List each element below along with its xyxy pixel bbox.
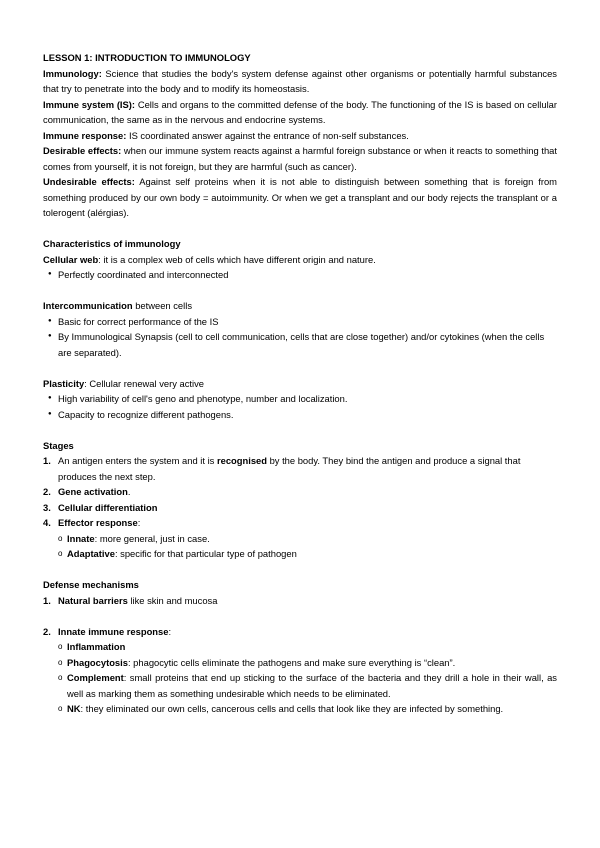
defense-item-2: 2. Innate immune response: xyxy=(43,625,172,637)
document-content xyxy=(43,50,557,717)
list-item: o Phagocytosis: phagocytic cells eliminate the pathogens and make sure everything is “clean”. xyxy=(58,655,557,671)
intercommunication-bullets xyxy=(43,314,557,361)
list-item: o Inflammation xyxy=(58,639,557,655)
definition-desirable-effects: Desirable effects: when our immune system reacts against a harmful foreign substance or when it reacts to something that comes from yourself, it is not foreign, but they are harmful (such as cancer). xyxy=(43,145,557,172)
list-item: ● Perfectly coordinated and interconnected xyxy=(43,267,557,283)
plasticity-bullets xyxy=(43,391,557,422)
lesson-title: LESSON 1: INTRODUCTION TO IMMUNOLOGY xyxy=(43,52,251,63)
section-heading-defense: Defense mechanisms xyxy=(43,579,139,590)
stage-item-2: 2. Gene activation. xyxy=(43,486,131,497)
list-item: ● High variability of cell's geno and phenotype, number and localization. xyxy=(43,391,557,407)
definition-immune-system: Immune system (IS): Cells and organs to the committed defense of the body. The functioning of the IS is based on cellular communication, the same as in the nervous and endocrine systems. xyxy=(43,98,557,125)
list-item: ● Capacity to recognize different pathogens. xyxy=(43,407,557,423)
cellular-web-line: Cellular web: it is a complex web of cells which have different origin and nature. xyxy=(43,253,376,265)
section-heading-stages: Stages xyxy=(43,439,74,451)
definition-immunology: Immunology: Science that studies the body's system defense against other organisms or potentially harmful substances that try to penetrate into the body and to modify its homeostasis. xyxy=(43,67,557,94)
innate-response-subitems xyxy=(43,639,557,717)
list-item: o Adaptative: specific for that particular type of pathogen xyxy=(58,546,557,562)
plasticity-line: Plasticity: Cellular renewal very active xyxy=(43,377,205,389)
effector-response-subitems xyxy=(43,531,557,562)
stage-item-4: 4. Effector response: xyxy=(43,517,141,528)
intercommunication-line: Intercommunication between cells xyxy=(43,300,193,311)
list-item: o Innate: more general, just in case. xyxy=(58,531,557,547)
stage-item-1: 1. An antigen enters the system and it is recognised by the body. They bind the antigen and produce a signal that produces the next step. xyxy=(43,455,521,482)
list-item: ● By Immunological Synapsis (cell to cell communication, cells that are close together) and/or cytokines (when the cells are separated). xyxy=(43,329,557,360)
definition-undesirable-effects: Undesirable effects: Against self proteins when it is not able to distinguish between something that is foreign from something produced by our own body = autoimmunity. Or when we get a transplant and our body rejects the transplant or a tolerogent (alérgias). xyxy=(43,176,557,218)
section-heading-characteristics: Characteristics of immunology xyxy=(43,238,181,249)
list-item: o Complement: small proteins that end up sticking to the surface of the bacteria and they drill a hole in their wall, as well as marking them as something undesirable which needs to be eliminated. xyxy=(58,670,557,701)
list-item: o NK: they eliminated our own cells, cancerous cells and cells that look like they are infected by something. xyxy=(58,701,557,717)
definition-immune-response: Immune response: IS coordinated answer against the entrance of non-self substances. xyxy=(43,129,409,141)
list-item: ● Basic for correct performance of the IS xyxy=(43,314,557,330)
defense-item-1: 1. Natural barriers like skin and mucosa xyxy=(43,594,218,606)
stage-item-3: 3. Cellular differentiation xyxy=(43,501,158,513)
cellular-web-bullets xyxy=(43,267,557,283)
